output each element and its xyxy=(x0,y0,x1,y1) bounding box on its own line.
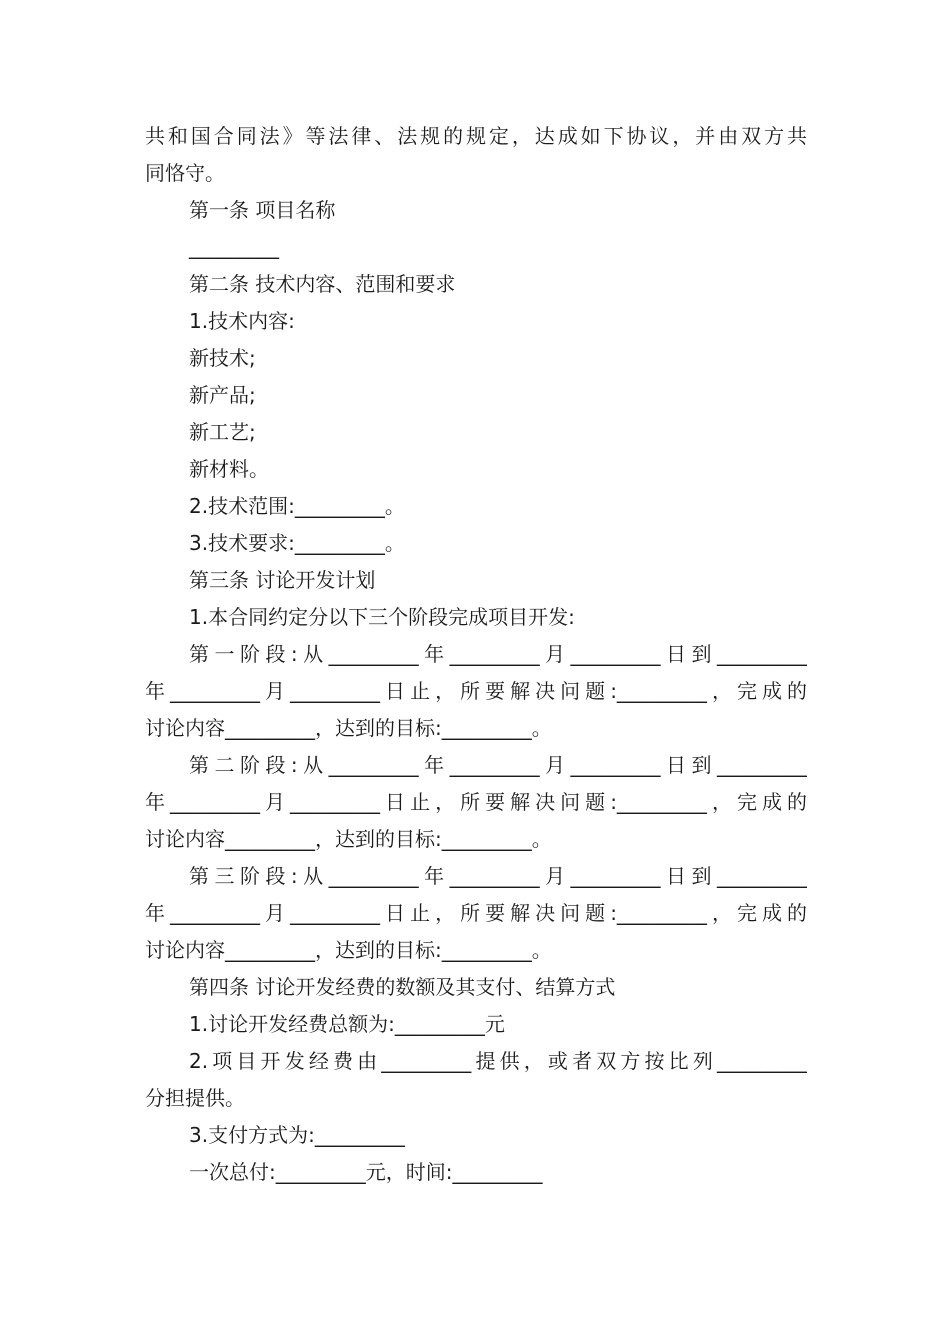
tech-requirements-line: 3.技术要求:_________。 xyxy=(189,531,405,555)
paragraph-line: 3.支付方式为:_________ xyxy=(189,1123,405,1147)
article-3-heading: 第三条 讨论开发计划 xyxy=(189,568,376,592)
paragraph-line: 1.讨论开发经费总额为:_________元 xyxy=(189,1012,505,1036)
stage-1-line: 第一阶段:从_________年_________月_________日到_________ xyxy=(189,642,807,666)
paragraph-line: 一次总付:_________元，时间:_________ xyxy=(189,1160,543,1184)
paragraph-line: 分担提供。 xyxy=(145,1086,245,1110)
tech-scope-line: 2.技术范围:_________。 xyxy=(189,494,405,518)
list-item: 新工艺; xyxy=(189,420,256,444)
document-page xyxy=(145,118,807,1191)
article-1-heading: 第一条 项目名称 xyxy=(189,198,336,222)
stage-3-line: 第三阶段:从_________年_________月_________日到_________ xyxy=(189,864,807,888)
stage-3-line: 年_________月_________日止，所要解决问题:_________，完成的 xyxy=(145,901,807,925)
paragraph-line: 1.本合同约定分以下三个阶段完成项目开发: xyxy=(189,605,575,629)
list-item: 新材料。 xyxy=(189,457,269,481)
list-item: 新技术; xyxy=(189,346,256,370)
stage-2-line: 讨论内容_________，达到的目标:_________。 xyxy=(145,827,552,851)
article-4-heading: 第四条 讨论开发经费的数额及其支付、结算方式 xyxy=(189,975,616,999)
paragraph-line: 同恪守。 xyxy=(145,161,225,185)
stage-3-line: 讨论内容_________，达到的目标:_________。 xyxy=(145,938,552,962)
stage-2-line: 第二阶段:从_________年_________月_________日到_________ xyxy=(189,753,807,777)
article-2-heading: 第二条 技术内容、范围和要求 xyxy=(189,272,456,296)
tech-content-label: 1.技术内容: xyxy=(189,309,295,333)
project-name-blank: _________ xyxy=(189,235,279,259)
stage-1-line: 年_________月_________日止，所要解决问题:_________，完成的 xyxy=(145,679,807,703)
stage-1-line: 讨论内容_________，达到的目标:_________。 xyxy=(145,716,552,740)
paragraph-line: 2.项目开发经费由_________提供，或者双方按比列_________ xyxy=(189,1049,807,1073)
list-item: 新产品; xyxy=(189,383,256,407)
paragraph-line: 共和国合同法》等法律、法规的规定，达成如下协议，并由双方共 xyxy=(145,124,807,148)
stage-2-line: 年_________月_________日止，所要解决问题:_________，完成的 xyxy=(145,790,807,814)
